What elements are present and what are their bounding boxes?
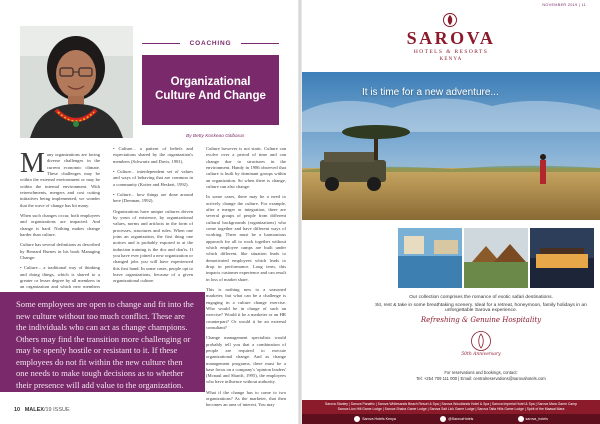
social-link-facebook[interactable] bbox=[354, 416, 396, 422]
paragraph: Organizations have unique cultures driven by years of existence, by organizational values, norms and artifacts in the form of processes, structures and rules. When one joins an organization, the first thing one notices and is probably exposed to at the induction training is the dos and don'ts. If you have ever joined a new organization or changed jobs you will have experienced this first hand. In some cases, people opt to leave organizations, because of a given organizational culture. bbox=[113, 208, 193, 284]
paragraph: • Culture... a traditional way of thinking and doing things, which is shared to a greater or lesser degree by all members in an organization and which new members bbox=[20, 265, 100, 290]
page-number: 10 bbox=[14, 407, 21, 413]
facebook-icon bbox=[354, 416, 360, 422]
lead-paragraph bbox=[20, 148, 100, 209]
tagline-secondary: Sit, rest & take in some breathtaking scenery. Ideal for a retreat, honeymoon, family holidays in an unforgettable Sarova experience. bbox=[375, 303, 587, 313]
paragraph: What if the change has to come to two organizations? As the marketer, that then becomes an area of interest. You may bbox=[206, 389, 286, 408]
magazine-name: MALEX bbox=[24, 407, 44, 413]
pull-quote bbox=[0, 292, 205, 392]
properties-bar bbox=[302, 400, 600, 414]
social-link-instagram[interactable] bbox=[518, 416, 548, 422]
article-column-2 bbox=[113, 146, 193, 289]
social-link-twitter[interactable] bbox=[440, 416, 473, 422]
section-tag: COACHING bbox=[189, 40, 232, 47]
script-slogan: Refreshing & Genuine Hospitality bbox=[420, 316, 542, 324]
paragraph: Change management specialists would probably tell you that a combination of people are required to execute organizational change. And as change management programs, there must be a base focus on a company's 'opinion leaders' (Mcnaul and Sharifi, 1995), the employees who have influence without authority. bbox=[206, 335, 286, 385]
brand-subtitle: HOTELS & RESORTS bbox=[413, 49, 489, 55]
issue-label: /19 ISSUE bbox=[43, 407, 70, 413]
safari-hero-image bbox=[302, 72, 600, 220]
sarova-crest-icon bbox=[442, 12, 458, 28]
brand-name: SAROVA bbox=[406, 28, 496, 48]
article-title: Organizational Culture And Change bbox=[155, 76, 266, 102]
right-page-advert bbox=[302, 0, 600, 424]
lodge-thumbnail bbox=[464, 228, 528, 288]
section-tag-rule-right bbox=[241, 43, 279, 44]
paragraph: When such changes occur, both employees and organizations are impacted. And change is hard. Nothing makes change harder than culture. bbox=[20, 212, 100, 237]
paragraph: • Culture... how things are done around here (Drennan, 1992). bbox=[113, 191, 193, 204]
article-byline: By Betty Koskeao Gitibarus bbox=[186, 134, 245, 139]
properties-line-1: Sarova Stanley | Sarova Panafric | Sarova Whitesands Beach Resort & Spa | Sarova Woodlands Hotel & Spa | Sarova Imperial Hotel & Spa | Sarova Mara Game Camp bbox=[325, 402, 577, 406]
anniversary-emblem-icon bbox=[470, 330, 492, 352]
article-title-box bbox=[142, 55, 279, 125]
dropcap: M bbox=[20, 148, 45, 179]
social-label: sarova_hotels bbox=[525, 417, 548, 421]
lead-paragraph-text: any organizations are facing diverse challenges in the current economic climate. These challenges may be within the external environment or may be within the internal environment. With retrenchments, mergers and cost cutting initiatives being implemented, we wonder that the wave of change has hit many. bbox=[20, 152, 100, 208]
properties-line-2: Sarova Lion Hill Game Lodge | Sarova Shaba Game Lodge | Sarova Salt Lick Game Lodge | Sarova Taita Hills Game Lodge | Spirit of the Maasai Mara bbox=[337, 406, 565, 411]
paragraph: This is nothing new to a seasoned marketer, but what can be a challenge is engaging in a culture change exercise. Who would be in charge of such an exercise? Would it be a marketer or an HR counterpart? Or would it be an external consultant? bbox=[206, 286, 286, 330]
article-column-3 bbox=[206, 146, 286, 413]
lodge-thumbnails bbox=[398, 228, 594, 288]
reservations-block bbox=[362, 370, 600, 381]
reservations-title: For reservations and bookings, contact: bbox=[444, 370, 518, 375]
paragraph: • Culture... interdependent set of values and ways of behaving that are common in a community (Kotter and Heskett, 1992). bbox=[113, 168, 193, 187]
paragraph: In some cases, there may be a need to actively change the culture. For example, after a merger or integration, there are several groups of people from different cultural backgrounds (organizations) who come together and have different ways of working. There must be a harmonious approach for all to work together without which employee camps are built under which different, like situation leads to demotivated employees which leads to drop in performance. Long term, this impacts customer experience and can result in loss of market share. bbox=[206, 194, 286, 282]
social-links bbox=[302, 414, 600, 424]
hero-headline: It is time for a new adventure... bbox=[362, 87, 499, 98]
instagram-icon bbox=[518, 416, 524, 422]
night-lodge-photo bbox=[530, 228, 594, 288]
brand-country: KENYA bbox=[439, 57, 463, 62]
tagline-primary: Our collection comprises the romance of exotic safari destinations. bbox=[409, 295, 553, 300]
article-column-1 bbox=[20, 148, 100, 301]
pool-photo bbox=[398, 228, 462, 288]
emblem-caption: 50th Anniversary bbox=[461, 352, 501, 357]
author-portrait-image bbox=[20, 26, 133, 138]
twitter-icon bbox=[440, 416, 446, 422]
social-label: @SarovaHotels bbox=[448, 417, 474, 421]
lodge-photo bbox=[464, 228, 528, 288]
pull-quote-text: Some employees are open to change and fit into the new culture without too much conflict. These are the individuals who can act as change champions. Others may find the transition more challenging or may be openly hostile or resistant to it. If these employees do not fit within the new culture then one needs to make tough decisions as to whether their presence will add value to the organization. bbox=[16, 299, 194, 390]
social-label: Sarova Hotels Kenya bbox=[362, 417, 396, 421]
page-header: NOVEMBER 2019 | 11 bbox=[542, 3, 586, 7]
paragraph: Culture however is not static. Culture can evolve over a period of time and can change due to structures in the environment. Handy in 1986 observed that culture is built by dominant groups within an organization. So when there is change, culture can also change. bbox=[206, 146, 286, 189]
author-portrait bbox=[20, 26, 133, 138]
paragraph: Culture has several definitions as described by Bernard Burnes in his book Managing Change: bbox=[20, 242, 100, 260]
paragraph: • Culture... a pattern of beliefs and expectations shared by the organization's members (Schwartz and Davis, 1981). bbox=[113, 146, 193, 164]
lodge-thumbnail bbox=[398, 228, 462, 288]
reservations-contact: Tel: +254 709 111 000 | Email: centralreservations@sarovahotels.com bbox=[416, 375, 546, 381]
page-footer bbox=[14, 407, 70, 413]
lodge-thumbnail bbox=[530, 228, 594, 288]
